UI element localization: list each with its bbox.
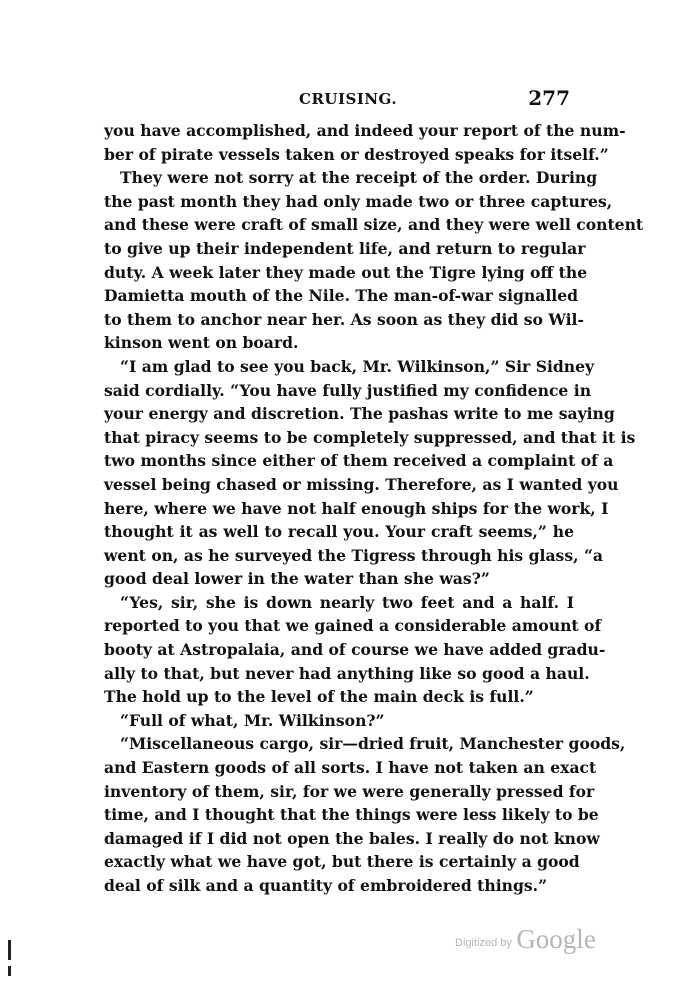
text-line: duty. A week later they made out the Tigre lying off the — [104, 262, 588, 282]
text-line: the past month they had only made two or three captures, — [104, 191, 613, 211]
text-line: “Yes, sir, she is down nearly two feet and a half. I — [120, 592, 574, 612]
page-number: 277 — [528, 86, 570, 110]
text-line: here, where we have not half enough ships for the work, I — [104, 498, 609, 518]
text-line: ber of pirate vessels taken or destroyed speaks for itself.” — [104, 144, 609, 164]
text-line: to give up their independent life, and return to regular — [104, 238, 586, 258]
text-line: The hold up to the level of the main deck is full.” — [104, 687, 534, 707]
text-line: went on, as he surveyed the Tigress through his glass, “a — [104, 545, 604, 565]
text-line: damaged if I did not open the bales. I really do not know — [104, 828, 600, 848]
text-line: said cordially. “You have fully justified my confidence in — [104, 380, 592, 400]
text-line: They were not sorry at the receipt of the order. During — [120, 168, 598, 188]
text-line: and Eastern goods of all sorts. I have not taken an exact — [104, 758, 597, 778]
text-line: two months since either of them received a complaint of a — [104, 451, 614, 471]
text-line: ally to that, but never had anything like so good a haul. — [104, 663, 590, 683]
running-head: CRUISING. — [299, 90, 398, 108]
digitized-by-label: Digitized by — [455, 937, 512, 949]
body-text — [104, 119, 644, 898]
scan-edge-mark — [8, 966, 11, 976]
text-line: good deal lower in the water than she was?” — [104, 569, 490, 589]
text-line: kinson went on board. — [104, 333, 299, 353]
text-line: time, and I thought that the things were less likely to be — [104, 805, 599, 825]
text-line: inventory of them, sir, for we were generally pressed for — [104, 781, 595, 801]
text-line: to them to anchor near her. As soon as they did so Wil- — [104, 309, 584, 329]
scan-edge-mark — [8, 940, 11, 960]
text-line: booty at Astropalaia, and of course we have added gradu- — [104, 640, 606, 660]
text-line: and these were craft of small size, and they were well content — [104, 215, 644, 235]
text-line: “Miscellaneous cargo, sir—dried fruit, Manchester goods, — [120, 734, 626, 754]
text-line: you have accomplished, and indeed your report of the num- — [104, 121, 626, 140]
text-line: thought it as well to recall you. Your craft seems,” he — [104, 522, 574, 542]
digitized-by-watermark — [455, 924, 596, 955]
google-logo: Google — [516, 924, 596, 954]
page-header — [104, 86, 570, 112]
text-line: “Full of what, Mr. Wilkinson?” — [120, 710, 385, 730]
text-line: Damietta mouth of the Nile. The man-of-war signalled — [104, 286, 579, 306]
text-line: that piracy seems to be completely suppressed, and that it is — [104, 427, 636, 447]
text-line: deal of silk and a quantity of embroidered things.” — [104, 876, 548, 895]
text-line: “I am glad to see you back, Mr. Wilkinson,” Sir Sidney — [120, 356, 595, 376]
text-line: your energy and discretion. The pashas write to me saying — [104, 404, 615, 424]
text-line: exactly what we have got, but there is certainly a good — [104, 852, 580, 872]
text-line: reported to you that we gained a considerable amount of — [104, 616, 602, 636]
text-line: vessel being chased or missing. Therefore, as I wanted you — [104, 474, 619, 494]
